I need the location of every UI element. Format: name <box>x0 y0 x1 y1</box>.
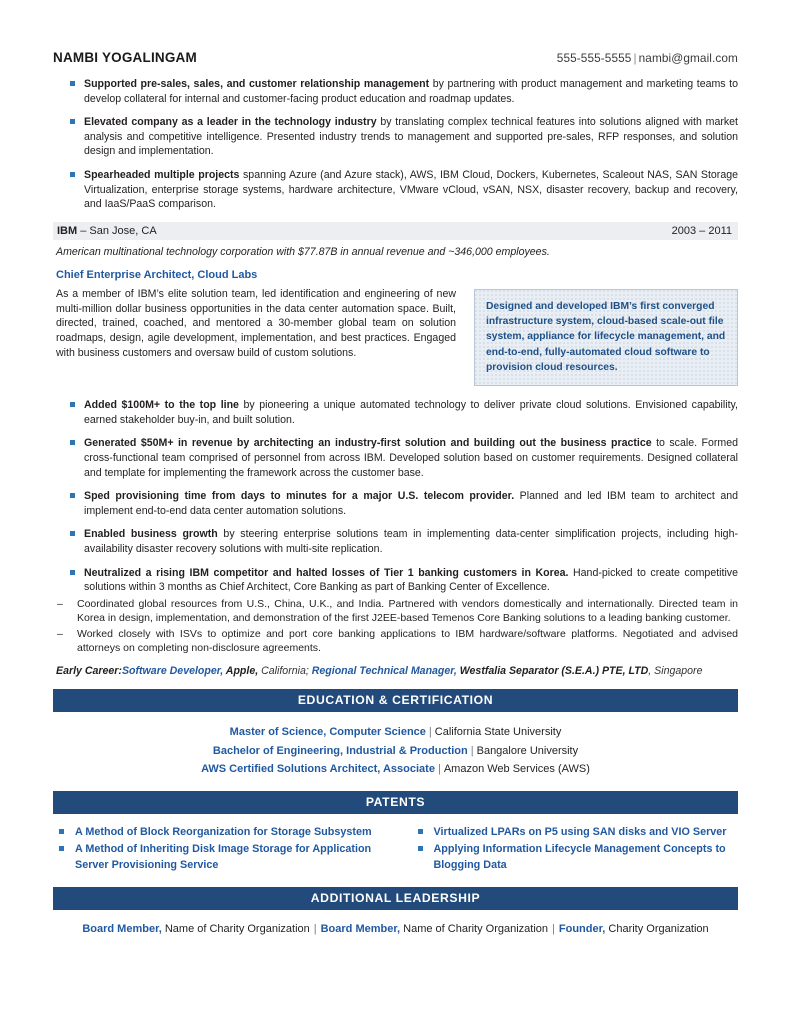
early-career-location: California; <box>258 665 309 678</box>
list-item <box>53 566 738 595</box>
bullet-lead-text: Enabled business growth <box>84 528 218 541</box>
bullet-lead-text: Spearheaded multiple projects <box>84 168 240 181</box>
list-item <box>53 168 738 212</box>
leadership-role: Board Member, <box>320 922 401 935</box>
employer-name: IBM <box>57 224 78 237</box>
list-item: – Worked closely with ISVs to optimize and port core banking applications to IBM hardware/software platforms. Negotiated and advised attorneys on completing non-disclosure agreements. <box>53 627 738 656</box>
bullet-lead-text: Added $100M+ to the top line <box>84 399 239 412</box>
section-header-education: EDUCATION & CERTIFICATION <box>53 689 738 712</box>
institution-name: Bangalore University <box>476 744 579 757</box>
separator-pipe: | <box>470 744 474 757</box>
leadership-org: Name of Charity Organization <box>161 922 310 935</box>
list-item: Applying Information Lifecycle Management Concepts to Blogging Data <box>412 841 739 873</box>
institution-name: California State University <box>434 726 562 739</box>
list-item <box>53 723 738 742</box>
leadership-role: Board Member, <box>82 922 162 935</box>
institution-name: Amazon Web Services (AWS) <box>443 763 590 776</box>
employer-location: – San Jose, CA <box>77 224 157 237</box>
leadership-role: Founder, <box>558 922 606 935</box>
highlight-callout-box: Designed and developed IBM’s first converged infrastructure system, cloud-based scale-out file system, appliance for lifecycle management, and end-to-end, fully-automated cloud software to provision cloud resources. <box>474 289 738 386</box>
leadership-line <box>53 923 738 935</box>
list-item: A Method of Inheriting Disk Image Storage for Application Server Provisioning Service <box>53 841 396 873</box>
bullet-body-text: by pioneering a unique automated technology to deliver private cloud solutions. Envisioned capability, earned stakeholder buy-in, and built solution. <box>84 399 738 426</box>
employer-description: American multinational technology corporation with $77.87B in annual revenue and ~346,000 employees. <box>56 245 550 258</box>
bullet-lead-text: Supported pre-sales, sales, and customer relationship management <box>84 78 430 90</box>
list-item <box>53 115 738 159</box>
list-item <box>53 436 738 480</box>
degree-name: Master of Science, Computer Science <box>229 726 426 739</box>
bullet-body-text: by steering enterprise solutions team in implementing data-center simplification projects, including high-availability disaster recovery solutions with multi-site replication. <box>84 528 738 555</box>
bullet-body-text: Hand-picked to create competitive solutions within 3 months as Chief Architect, Core Banking as part of Banking Center of Excellence. <box>84 566 738 594</box>
bullet-body-text: Planned and led IBM team to architect and implement end-to-end data center automation solutions. <box>84 490 738 517</box>
early-career-location: , Singapore <box>648 665 703 678</box>
list-item <box>53 527 738 556</box>
bullet-body-text: by partnering with product management and marketing teams to develop collateral for internal and customer-facing product education and roadmap updates. <box>84 78 739 105</box>
patents-list-left <box>53 824 396 874</box>
job-title: Chief Enterprise Architect, Cloud Labs <box>56 268 258 281</box>
section-header-patents: PATENTS <box>53 791 738 814</box>
early-career-label: Early Career: <box>56 665 122 678</box>
patents-column-right <box>396 824 739 875</box>
list-item <box>53 760 738 779</box>
patents-list-right <box>412 824 739 874</box>
early-career-line <box>56 665 738 677</box>
employer-band <box>53 222 738 240</box>
bullet-body-text: by translating complex technical features into solutions aligned with market analysis and competitive intelligence. Presented industry trends to management and supported pre-sales, RFP responses, and solution design and implementation. <box>84 116 738 158</box>
email-address[interactable]: nambi@gmail.com <box>638 51 738 65</box>
role-sub-achievements-list <box>53 597 738 656</box>
top-achievements-list <box>53 77 738 212</box>
separator-pipe: | <box>552 922 555 935</box>
list-item: A Method of Block Reorganization for Storage Subsystem <box>53 824 396 840</box>
degree-name: Bachelor of Engineering, Industrial & Production <box>212 744 468 757</box>
phone-number[interactable]: 555-555-5555 <box>556 51 632 65</box>
role-summary-section <box>53 287 738 386</box>
page-title: NAMBI YOGALINGAM <box>53 50 197 65</box>
list-item <box>53 489 738 518</box>
employment-dates: 2003 – 2011 <box>671 224 732 237</box>
early-career-role: Regional Technical Manager, <box>308 665 457 678</box>
separator-pipe: | <box>313 922 317 935</box>
resume-header <box>53 50 738 65</box>
early-career-org: Westfalia Separator (S.E.A.) PTE, LTD <box>456 665 649 678</box>
degree-name: AWS Certified Solutions Architect, Associate <box>201 763 435 776</box>
contact-separator: | <box>633 51 637 65</box>
contact-info <box>557 51 738 65</box>
employer-name-location <box>57 225 157 237</box>
bullet-body-text: spanning Azure (and Azure stack), AWS, IBM Cloud, Dockers, Kubernetes, Scaleout NAS, SAN Storage Virtualization, enterprise storage systems, hardware architecture, VMware vCloud, vSAN, NSX, disaster recovery, backup and recovery, and IaaS/PaaS comparison. <box>84 168 738 211</box>
leadership-org: Name of Charity Organization <box>400 922 549 935</box>
bullet-lead-text: Sped provisioning time from days to minutes for a major U.S. telecom provider. <box>84 490 515 503</box>
bullet-body-text: to scale. Formed cross-functional team comprised of personnel from across IBM. Developed solution based on customer requirements. Designed collateral and template for implementing the framework across the customer base. <box>84 437 738 479</box>
early-career-org: Apple, <box>223 665 259 678</box>
education-list <box>53 723 738 779</box>
patents-column-left <box>53 824 396 875</box>
list-item <box>53 77 738 106</box>
list-item: Virtualized LPARs on P5 using SAN disks and VIO Server <box>412 824 739 840</box>
list-item: – Coordinated global resources from U.S., China, U.K., and India. Partnered with vendors domestically and internationally. Directed team in Korea in design, implementation, and demonstration of the first J2EE-based Temenos Core Banking solutions to a leading banking customer. <box>53 597 738 626</box>
separator-pipe: | <box>428 726 432 739</box>
leadership-org: Charity Organization <box>605 922 709 935</box>
early-career-role: Software Developer, <box>121 665 224 678</box>
role-achievements-list <box>53 398 738 595</box>
separator-pipe: | <box>437 763 441 776</box>
bullet-lead-text: Generated $50M+ in revenue by architecting an industry-first solution and building out the business practice <box>84 437 652 450</box>
list-item <box>53 398 738 427</box>
bullet-lead-text: Neutralized a rising IBM competitor and halted losses of Tier 1 banking customers in Korea. <box>84 566 569 579</box>
section-header-leadership: ADDITIONAL LEADERSHIP <box>53 887 738 910</box>
list-item <box>53 742 738 761</box>
patents-columns <box>53 824 738 875</box>
bullet-lead-text: Elevated company as a leader in the technology industry <box>84 116 377 129</box>
role-summary-text: As a member of IBM’s elite solution team, led identification and engineering of new multi-million dollar business opportunities in the data center automation space. Built, directed, trained, coached, and mentored a 30-member global team on solution roadmaps, design, agile development, implementation, and best practices. Engaged with business customers and oversaw build of custom solutions. <box>56 287 456 359</box>
